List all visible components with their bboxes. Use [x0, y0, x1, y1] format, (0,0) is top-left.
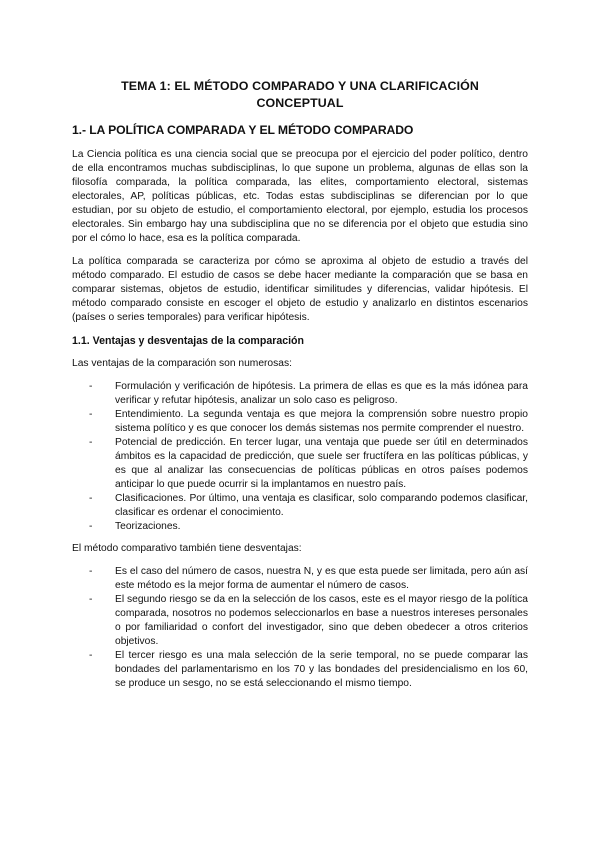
- document-title: TEMA 1: EL MÉTODO COMPARADO Y UNA CLARIFICACIÓN CONCEPTUAL: [121, 79, 479, 110]
- section-heading: 1.- LA POLÍTICA COMPARADA Y EL MÉTODO COMPARADO: [72, 123, 414, 137]
- list-item: - Clasificaciones. Por último, una ventaja es clasificar, solo comparando podemos clasificar, clasificar es ordenar el conocimiento.: [115, 492, 528, 520]
- disadvantages-intro: El método comparativo también tiene desventajas:: [72, 543, 302, 554]
- list-item: - El tercer riesgo es una mala selección de la serie temporal, no se puede comparar las bondades del parlamentarismo en los 70 y las bondades del presidencialismo en los 60, se produce un sesgo, no se está seleccionando el mismo tiempo.: [115, 649, 528, 691]
- disadvantages-list: [72, 565, 528, 691]
- list-item: - El segundo riesgo se da en la selección de los casos, este es el mayor riesgo de la política comparada, nosotros no podemos seleccionarlos en base a nuestros intereses personales o por familiaridad o confort del investigador, sino que deben obedecer a otros criterios objetivos.: [115, 593, 528, 649]
- advantages-list: [72, 380, 528, 534]
- list-item: - Es el caso del número de casos, nuestra N, y es que esta puede ser limitada, pero aún así este método es la mejor forma de aumentar el número de casos.: [115, 565, 528, 593]
- paragraph: La política comparada se caracteriza por cómo se aproxima al objeto de estudio a través del método comparado. El estudio de casos se debe hacer mediante la comparación que se basa en comparar sistemas, objetos de estudio, identificar similitudes y diferencias, validar hipótesis. El método comparado consiste en escoger el objeto de estudio y analizarlo en distintos escenarios (países o series temporales) para verificar hipótesis.: [72, 256, 528, 323]
- paragraph: La Ciencia política es una ciencia social que se preocupa por el ejercicio del poder político, dentro de ella encontramos muchas subdisciplinas, lo que supone un problema, algunas de ellas son la filosofía comparada, la política comparada, las elites, comportamiento electoral, sistemas electorales, AP, políticas públicas, etc. Todas estas subdisciplinas se diferencian por lo que estudian, por su objeto de estudio, el comportamiento electoral, por ejemplo, estudia los procesos electorales. Sin embargo hay una subdisciplina que no se diferencia por el objeto que estudia sino por el cómo lo hace, esa es la política comparada.: [72, 149, 528, 244]
- subsection-heading: 1.1. Ventajas y desventajas de la comparación: [72, 335, 305, 347]
- list-item: - Potencial de predicción. En tercer lugar, una ventaja que puede ser útil en determinados ámbitos es la capacidad de predicción, que suele ser fructífera en las políticas públicas, y es que al analizar las consecuencias de políticas públicas en otros países podemos anticipar lo que puede ocurrir si la implantamos en nuestro país.: [115, 436, 528, 492]
- list-item: - Teorizaciones.: [115, 520, 528, 534]
- advantages-intro: Las ventajas de la comparación son numerosas:: [72, 358, 292, 369]
- list-item: - Formulación y verificación de hipótesis. La primera de ellas es que es la más idónea para verificar y refutar hipótesis, analizar un solo caso es peligroso.: [115, 380, 528, 408]
- list-item: - Entendimiento. La segunda ventaja es que mejora la comprensión sobre nuestro propio sistema político y es que conocer los demás sistemas nos permite comprender el nuestro.: [115, 408, 528, 436]
